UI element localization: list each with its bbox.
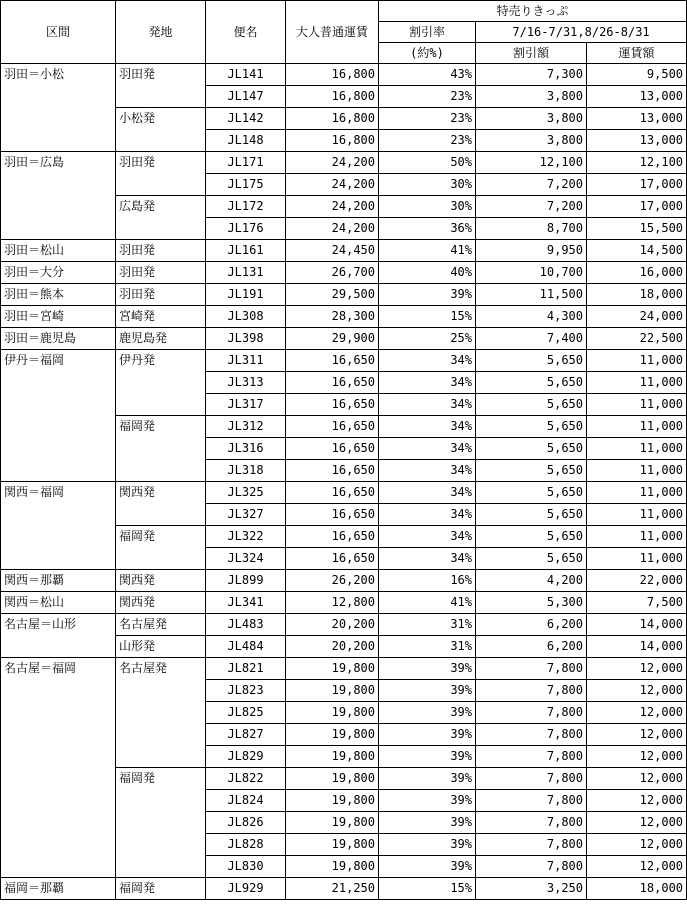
discount-rate-cell: 30% (379, 196, 476, 218)
route-section-cell: 羽田＝宮崎 (1, 306, 116, 328)
table-row (1, 614, 687, 636)
discount-amount-cell: 5,650 (476, 526, 587, 548)
flight-number-cell: JL483 (206, 614, 286, 636)
discount-amount-cell: 7,800 (476, 746, 587, 768)
fare-amount-cell: 11,000 (587, 350, 687, 372)
route-section-cell: 名古屋＝山形 (1, 614, 116, 658)
route-section-cell: 羽田＝鹿児島 (1, 328, 116, 350)
header-period: 7/16-7/31,8/26-8/31 (476, 22, 687, 43)
adult-fare-cell: 28,300 (286, 306, 379, 328)
discount-amount-cell: 7,800 (476, 834, 587, 856)
adult-fare-cell: 19,800 (286, 746, 379, 768)
flight-number-cell: JL148 (206, 130, 286, 152)
flight-number-cell: JL316 (206, 438, 286, 460)
fare-amount-cell: 12,000 (587, 834, 687, 856)
discount-amount-cell: 7,200 (476, 196, 587, 218)
discount-rate-cell: 50% (379, 152, 476, 174)
origin-cell: 広島発 (116, 196, 206, 240)
fare-amount-cell: 13,000 (587, 108, 687, 130)
table-row (1, 482, 687, 504)
fare-amount-cell: 12,000 (587, 702, 687, 724)
table-row (1, 878, 687, 900)
discount-rate-cell: 39% (379, 812, 476, 834)
origin-cell: 関西発 (116, 592, 206, 614)
discount-rate-cell: 25% (379, 328, 476, 350)
adult-fare-cell: 26,200 (286, 570, 379, 592)
flight-number-cell: JL484 (206, 636, 286, 658)
discount-rate-cell: 34% (379, 372, 476, 394)
discount-rate-cell: 39% (379, 856, 476, 878)
fare-amount-cell: 18,000 (587, 284, 687, 306)
fare-amount-cell: 9,500 (587, 64, 687, 86)
route-section-cell: 羽田＝小松 (1, 64, 116, 152)
table-row (1, 306, 687, 328)
header-fare-amount: 運賃額 (587, 43, 687, 64)
discount-rate-cell: 39% (379, 724, 476, 746)
adult-fare-cell: 24,200 (286, 174, 379, 196)
adult-fare-cell: 26,700 (286, 262, 379, 284)
flight-number-cell: JL825 (206, 702, 286, 724)
adult-fare-cell: 16,650 (286, 350, 379, 372)
fare-amount-cell: 15,500 (587, 218, 687, 240)
header-flight: 便名 (206, 1, 286, 64)
discount-rate-cell: 34% (379, 482, 476, 504)
adult-fare-cell: 12,800 (286, 592, 379, 614)
flight-number-cell: JL171 (206, 152, 286, 174)
discount-rate-cell: 16% (379, 570, 476, 592)
adult-fare-cell: 16,650 (286, 394, 379, 416)
flight-number-cell: JL325 (206, 482, 286, 504)
flight-number-cell: JL312 (206, 416, 286, 438)
adult-fare-cell: 16,650 (286, 526, 379, 548)
flight-number-cell: JL823 (206, 680, 286, 702)
discount-amount-cell: 4,300 (476, 306, 587, 328)
table-row (1, 64, 687, 86)
flight-number-cell: JL317 (206, 394, 286, 416)
discount-rate-cell: 39% (379, 658, 476, 680)
discount-amount-cell: 7,300 (476, 64, 587, 86)
flight-number-cell: JL322 (206, 526, 286, 548)
header-adult-fare: 大人普通運賃 (286, 1, 379, 64)
fare-amount-cell: 11,000 (587, 526, 687, 548)
adult-fare-cell: 19,800 (286, 768, 379, 790)
adult-fare-cell: 29,900 (286, 328, 379, 350)
discount-amount-cell: 7,800 (476, 768, 587, 790)
flight-number-cell: JL822 (206, 768, 286, 790)
origin-cell: 関西発 (116, 570, 206, 592)
discount-rate-cell: 23% (379, 108, 476, 130)
discount-amount-cell: 5,300 (476, 592, 587, 614)
discount-amount-cell: 5,650 (476, 372, 587, 394)
adult-fare-cell: 16,650 (286, 416, 379, 438)
fare-amount-cell: 18,000 (587, 878, 687, 900)
discount-amount-cell: 3,800 (476, 86, 587, 108)
discount-amount-cell: 11,500 (476, 284, 587, 306)
header-discount-amount: 割引額 (476, 43, 587, 64)
fare-amount-cell: 12,000 (587, 724, 687, 746)
discount-rate-cell: 34% (379, 350, 476, 372)
route-section-cell: 名古屋＝福岡 (1, 658, 116, 878)
discount-amount-cell: 7,800 (476, 680, 587, 702)
fare-amount-cell: 12,000 (587, 768, 687, 790)
fare-amount-cell: 17,000 (587, 196, 687, 218)
discount-amount-cell: 5,650 (476, 482, 587, 504)
discount-amount-cell: 7,800 (476, 790, 587, 812)
flight-number-cell: JL141 (206, 64, 286, 86)
fare-amount-cell: 11,000 (587, 482, 687, 504)
adult-fare-cell: 16,650 (286, 460, 379, 482)
discount-rate-cell: 34% (379, 416, 476, 438)
adult-fare-cell: 19,800 (286, 812, 379, 834)
origin-cell: 名古屋発 (116, 614, 206, 636)
flight-number-cell: JL899 (206, 570, 286, 592)
flight-number-cell: JL826 (206, 812, 286, 834)
header-discount-rate: 割引率 (379, 22, 476, 43)
table-row (1, 570, 687, 592)
origin-cell: 小松発 (116, 108, 206, 152)
adult-fare-cell: 19,800 (286, 702, 379, 724)
flight-number-cell: JL176 (206, 218, 286, 240)
discount-amount-cell: 5,650 (476, 504, 587, 526)
discount-amount-cell: 3,800 (476, 108, 587, 130)
flight-number-cell: JL830 (206, 856, 286, 878)
discount-rate-cell: 39% (379, 790, 476, 812)
flight-number-cell: JL828 (206, 834, 286, 856)
fare-amount-cell: 24,000 (587, 306, 687, 328)
discount-rate-cell: 39% (379, 834, 476, 856)
discount-amount-cell: 7,800 (476, 812, 587, 834)
adult-fare-cell: 16,650 (286, 372, 379, 394)
flight-number-cell: JL398 (206, 328, 286, 350)
fare-amount-cell: 22,000 (587, 570, 687, 592)
table-row (1, 262, 687, 284)
discount-amount-cell: 10,700 (476, 262, 587, 284)
fare-amount-cell: 16,000 (587, 262, 687, 284)
discount-rate-cell: 40% (379, 262, 476, 284)
discount-rate-cell: 36% (379, 218, 476, 240)
discount-rate-cell: 39% (379, 284, 476, 306)
origin-cell: 関西発 (116, 482, 206, 526)
discount-rate-cell: 41% (379, 592, 476, 614)
discount-rate-cell: 41% (379, 240, 476, 262)
fare-amount-cell: 11,000 (587, 372, 687, 394)
adult-fare-cell: 19,800 (286, 658, 379, 680)
discount-amount-cell: 6,200 (476, 636, 587, 658)
header-discount-rate-note: (約%) (379, 43, 476, 64)
adult-fare-cell: 29,500 (286, 284, 379, 306)
table-row (1, 350, 687, 372)
adult-fare-cell: 20,200 (286, 636, 379, 658)
discount-amount-cell: 5,650 (476, 416, 587, 438)
discount-amount-cell: 5,650 (476, 350, 587, 372)
adult-fare-cell: 16,800 (286, 108, 379, 130)
adult-fare-cell: 16,800 (286, 86, 379, 108)
origin-cell: 福岡発 (116, 526, 206, 570)
fare-amount-cell: 14,500 (587, 240, 687, 262)
flight-number-cell: JL308 (206, 306, 286, 328)
discount-rate-cell: 34% (379, 394, 476, 416)
fare-amount-cell: 11,000 (587, 438, 687, 460)
adult-fare-cell: 24,200 (286, 152, 379, 174)
origin-cell: 羽田発 (116, 64, 206, 108)
origin-cell: 福岡発 (116, 768, 206, 878)
adult-fare-cell: 24,200 (286, 218, 379, 240)
adult-fare-cell: 24,450 (286, 240, 379, 262)
adult-fare-cell: 24,200 (286, 196, 379, 218)
origin-cell: 羽田発 (116, 240, 206, 262)
discount-rate-cell: 31% (379, 614, 476, 636)
flight-number-cell: JL327 (206, 504, 286, 526)
discount-rate-cell: 30% (379, 174, 476, 196)
fare-amount-cell: 14,000 (587, 614, 687, 636)
discount-rate-cell: 34% (379, 504, 476, 526)
discount-amount-cell: 7,800 (476, 702, 587, 724)
fare-amount-cell: 12,000 (587, 856, 687, 878)
adult-fare-cell: 21,250 (286, 878, 379, 900)
table-row (1, 152, 687, 174)
flight-number-cell: JL324 (206, 548, 286, 570)
flight-number-cell: JL161 (206, 240, 286, 262)
discount-amount-cell: 3,800 (476, 130, 587, 152)
flight-number-cell: JL147 (206, 86, 286, 108)
discount-rate-cell: 34% (379, 438, 476, 460)
fare-amount-cell: 11,000 (587, 504, 687, 526)
adult-fare-cell: 16,650 (286, 548, 379, 570)
adult-fare-cell: 16,650 (286, 482, 379, 504)
route-section-cell: 羽田＝熊本 (1, 284, 116, 306)
fare-amount-cell: 12,000 (587, 658, 687, 680)
flight-number-cell: JL318 (206, 460, 286, 482)
discount-amount-cell: 7,800 (476, 658, 587, 680)
discount-rate-cell: 43% (379, 64, 476, 86)
origin-cell: 羽田発 (116, 262, 206, 284)
route-section-cell: 関西＝福岡 (1, 482, 116, 570)
fare-amount-cell: 17,000 (587, 174, 687, 196)
route-section-cell: 関西＝松山 (1, 592, 116, 614)
fare-amount-cell: 12,000 (587, 746, 687, 768)
flight-number-cell: JL341 (206, 592, 286, 614)
origin-cell: 福岡発 (116, 878, 206, 900)
adult-fare-cell: 16,650 (286, 438, 379, 460)
discount-amount-cell: 7,800 (476, 856, 587, 878)
route-section-cell: 伊丹＝福岡 (1, 350, 116, 482)
flight-number-cell: JL172 (206, 196, 286, 218)
route-section-cell: 関西＝那覇 (1, 570, 116, 592)
discount-rate-cell: 23% (379, 130, 476, 152)
fare-amount-cell: 14,000 (587, 636, 687, 658)
flight-number-cell: JL191 (206, 284, 286, 306)
table-row (1, 284, 687, 306)
fare-amount-cell: 13,000 (587, 86, 687, 108)
header-special-ticket: 特売りきっぷ (379, 1, 687, 22)
discount-amount-cell: 5,650 (476, 438, 587, 460)
origin-cell: 羽田発 (116, 152, 206, 196)
origin-cell: 宮崎発 (116, 306, 206, 328)
discount-amount-cell: 12,100 (476, 152, 587, 174)
origin-cell: 山形発 (116, 636, 206, 658)
flight-number-cell: JL313 (206, 372, 286, 394)
fare-amount-cell: 22,500 (587, 328, 687, 350)
fare-amount-cell: 11,000 (587, 460, 687, 482)
table-row (1, 328, 687, 350)
origin-cell: 名古屋発 (116, 658, 206, 768)
discount-rate-cell: 15% (379, 878, 476, 900)
origin-cell: 羽田発 (116, 284, 206, 306)
discount-amount-cell: 5,650 (476, 394, 587, 416)
fare-table-body (1, 64, 687, 900)
route-section-cell: 羽田＝松山 (1, 240, 116, 262)
adult-fare-cell: 19,800 (286, 790, 379, 812)
table-row (1, 592, 687, 614)
discount-rate-cell: 31% (379, 636, 476, 658)
discount-amount-cell: 7,200 (476, 174, 587, 196)
flight-number-cell: JL131 (206, 262, 286, 284)
discount-rate-cell: 39% (379, 702, 476, 724)
discount-amount-cell: 9,950 (476, 240, 587, 262)
adult-fare-cell: 19,800 (286, 834, 379, 856)
table-row (1, 658, 687, 680)
discount-rate-cell: 39% (379, 768, 476, 790)
flight-number-cell: JL829 (206, 746, 286, 768)
discount-amount-cell: 6,200 (476, 614, 587, 636)
discount-amount-cell: 5,650 (476, 460, 587, 482)
discount-rate-cell: 23% (379, 86, 476, 108)
fare-amount-cell: 12,000 (587, 812, 687, 834)
discount-amount-cell: 7,800 (476, 724, 587, 746)
flight-number-cell: JL175 (206, 174, 286, 196)
origin-cell: 伊丹発 (116, 350, 206, 416)
discount-rate-cell: 39% (379, 680, 476, 702)
fare-amount-cell: 11,000 (587, 394, 687, 416)
discount-rate-cell: 39% (379, 746, 476, 768)
fare-amount-cell: 12,000 (587, 790, 687, 812)
adult-fare-cell: 19,800 (286, 680, 379, 702)
discount-amount-cell: 3,250 (476, 878, 587, 900)
discount-rate-cell: 15% (379, 306, 476, 328)
flight-number-cell: JL824 (206, 790, 286, 812)
flight-number-cell: JL821 (206, 658, 286, 680)
adult-fare-cell: 16,800 (286, 130, 379, 152)
adult-fare-cell: 20,200 (286, 614, 379, 636)
adult-fare-cell: 19,800 (286, 856, 379, 878)
discount-rate-cell: 34% (379, 460, 476, 482)
discount-amount-cell: 5,650 (476, 548, 587, 570)
fare-amount-cell: 12,000 (587, 680, 687, 702)
discount-amount-cell: 8,700 (476, 218, 587, 240)
discount-amount-cell: 7,400 (476, 328, 587, 350)
adult-fare-cell: 19,800 (286, 724, 379, 746)
flight-number-cell: JL311 (206, 350, 286, 372)
route-section-cell: 羽田＝大分 (1, 262, 116, 284)
adult-fare-cell: 16,800 (286, 64, 379, 86)
fare-amount-cell: 13,000 (587, 130, 687, 152)
flight-number-cell: JL929 (206, 878, 286, 900)
origin-cell: 鹿児島発 (116, 328, 206, 350)
fare-amount-cell: 11,000 (587, 416, 687, 438)
discount-amount-cell: 4,200 (476, 570, 587, 592)
fare-amount-cell: 7,500 (587, 592, 687, 614)
flight-number-cell: JL827 (206, 724, 286, 746)
adult-fare-cell: 16,650 (286, 504, 379, 526)
discount-rate-cell: 34% (379, 548, 476, 570)
header-section: 区間 (1, 1, 116, 64)
route-section-cell: 羽田＝広島 (1, 152, 116, 240)
header-origin: 発地 (116, 1, 206, 64)
table-row (1, 240, 687, 262)
origin-cell: 福岡発 (116, 416, 206, 482)
fare-amount-cell: 12,100 (587, 152, 687, 174)
discount-rate-cell: 34% (379, 526, 476, 548)
route-section-cell: 福岡＝那覇 (1, 878, 116, 900)
flight-number-cell: JL142 (206, 108, 286, 130)
fare-amount-cell: 11,000 (587, 548, 687, 570)
